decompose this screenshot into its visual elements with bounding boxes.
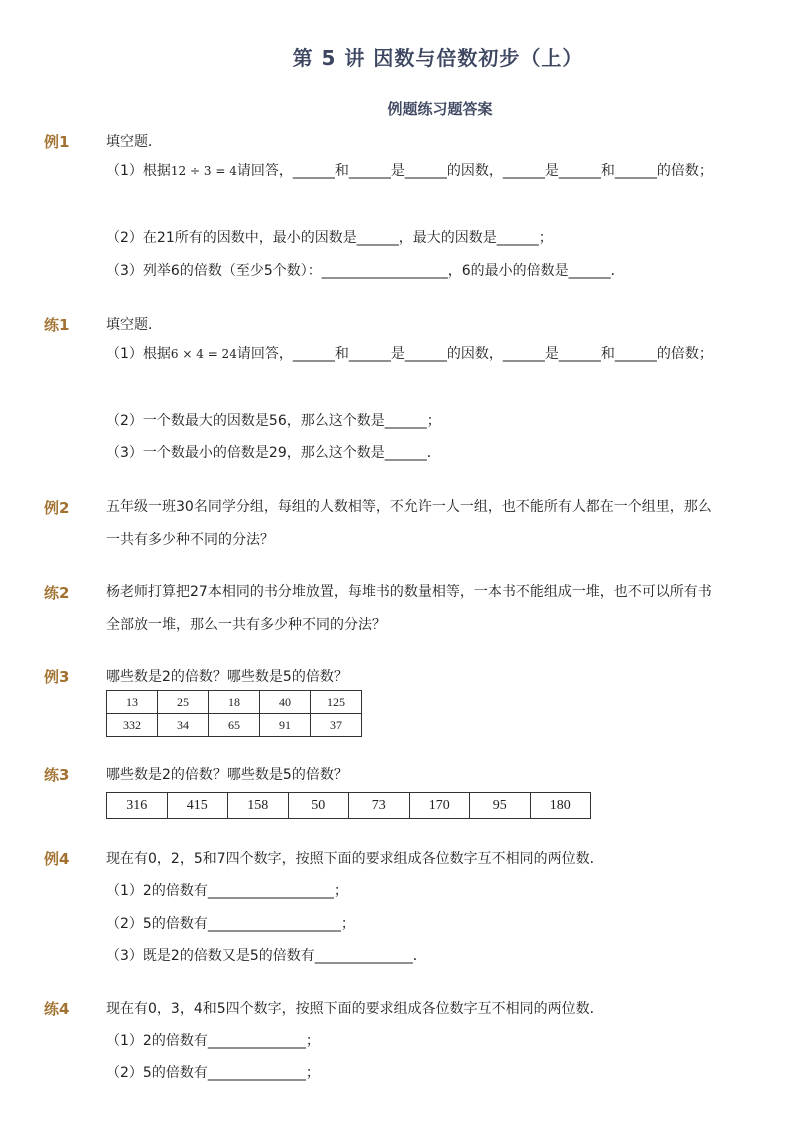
- question-2: （2）5的倍数有___________________；: [106, 916, 355, 932]
- table-cell: 316: [107, 793, 168, 819]
- question-prefix: （1）根据: [106, 346, 171, 362]
- question-prefix: （1）根据: [106, 163, 171, 179]
- table-cell: 18: [209, 691, 260, 714]
- question-text: 请回答，______和______是______的因数，______是______和______的倍数；: [236, 163, 713, 179]
- problem-stem: 哪些数是2的倍数？哪些数是5的倍数？: [106, 669, 348, 685]
- question-1: [106, 155, 718, 188]
- problem-label: 例4: [44, 850, 70, 868]
- table-cell: 158: [228, 793, 289, 819]
- problem-stem: 现在有0，3，4和5四个数字，按照下面的要求组成各位数字互不相同的两位数．: [106, 1001, 604, 1017]
- table-cell: 73: [349, 793, 410, 819]
- problem-stem: 填空题．: [106, 317, 162, 333]
- equation: 6 × 4 = 24: [170, 347, 237, 361]
- problem-label: 练1: [44, 316, 70, 334]
- question-2: （2）在21所有的因数中，最小的因数是______，最大的因数是______；: [106, 230, 553, 246]
- page-subtitle: 例题练习题答案: [387, 100, 493, 118]
- problem-label: 练4: [44, 1000, 70, 1018]
- problem-stem: 填空题．: [106, 134, 162, 150]
- table-cell: 40: [260, 691, 311, 714]
- question-1: [106, 338, 718, 371]
- problem-stem: 杨老师打算把27本相同的书分堆放置，每堆书的数量相等，一本书不能组成一堆，也不可以所有书全部放一堆，那么一共有多少种不同的分法？: [106, 584, 712, 633]
- table-cell: 50: [288, 793, 349, 819]
- problem-stem: 现在有0，2，5和7四个数字，按照下面的要求组成各位数字互不相同的两位数．: [106, 851, 604, 867]
- problem-label: 例1: [44, 133, 70, 151]
- question-2: （2）5的倍数有______________；: [106, 1065, 320, 1081]
- table-cell: 125: [311, 691, 362, 714]
- table-cell: 37: [311, 714, 362, 737]
- table-cell: 34: [158, 714, 209, 737]
- question-1: （1）2的倍数有______________；: [106, 1033, 320, 1049]
- question-text: 请回答，______和______是______的因数，______是______和______的倍数；: [236, 346, 713, 362]
- problem-label: 例2: [44, 499, 70, 517]
- question-2: （2）一个数最大的因数是56，那么这个数是______；: [106, 413, 441, 429]
- table-cell: 415: [167, 793, 228, 819]
- problem-stem: 哪些数是2的倍数？哪些数是5的倍数？: [106, 767, 348, 783]
- table-cell: 91: [260, 714, 311, 737]
- table-row: [107, 691, 362, 714]
- question-1: （1）2的倍数有__________________；: [106, 883, 348, 899]
- table-cell: 95: [470, 793, 531, 819]
- problem-label: 例3: [44, 668, 70, 686]
- number-table: [106, 690, 362, 737]
- question-3: （3）既是2的倍数又是5的倍数有______________．: [106, 948, 427, 964]
- table-cell: 180: [530, 793, 591, 819]
- table-cell: 25: [158, 691, 209, 714]
- table-cell: 13: [107, 691, 158, 714]
- problem-label: 练3: [44, 766, 70, 784]
- equation: 12 ÷ 3 = 4: [170, 164, 237, 178]
- table-row: [107, 793, 591, 819]
- question-3: （3）列举6的倍数（至少5个数）：__________________，6的最小的倍数是______．: [106, 263, 625, 279]
- question-3: （3）一个数最小的倍数是29，那么这个数是______．: [106, 445, 441, 461]
- page-title: 第 5 讲 因数与倍数初步（上）: [292, 46, 584, 70]
- table-cell: 332: [107, 714, 158, 737]
- number-table: [106, 792, 591, 819]
- table-row: [107, 714, 362, 737]
- problem-label: 练2: [44, 584, 70, 602]
- table-cell: 170: [409, 793, 470, 819]
- problem-stem: 五年级一班30名同学分组，每组的人数相等，不允许一人一组，也不能所有人都在一个组里，那么一共有多少种不同的分法？: [106, 499, 712, 548]
- table-cell: 65: [209, 714, 260, 737]
